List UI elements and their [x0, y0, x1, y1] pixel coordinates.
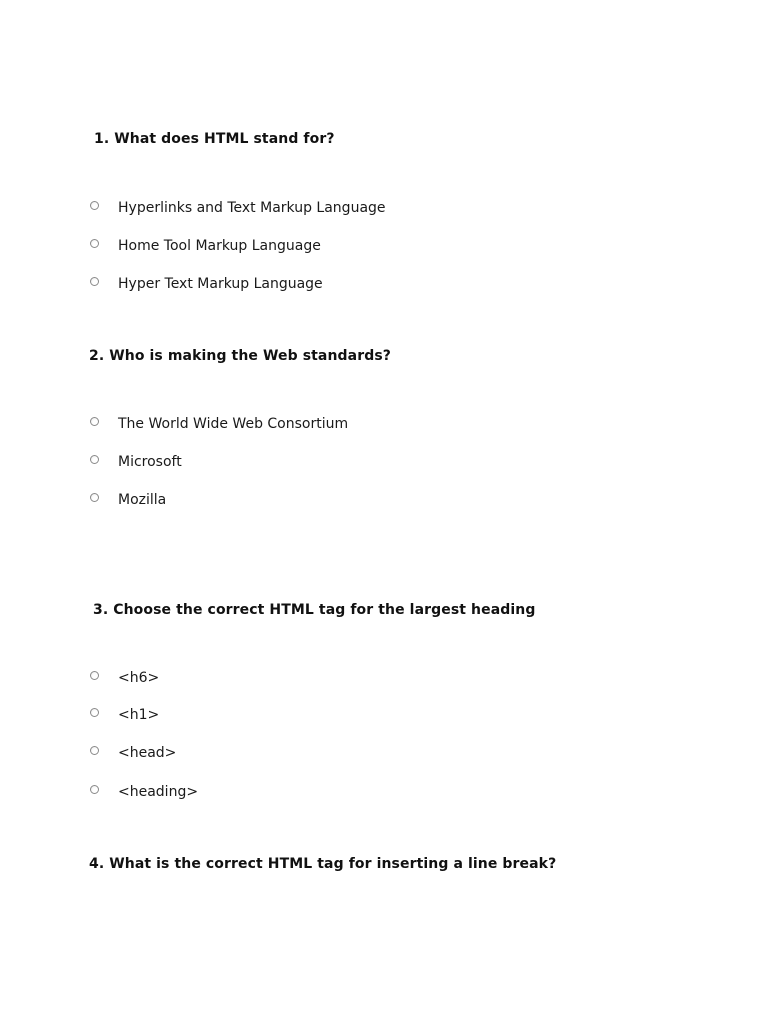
question-1-option-1[interactable] — [90, 200, 386, 216]
radio-button-icon[interactable] — [90, 671, 99, 680]
radio-button-icon[interactable] — [90, 277, 99, 286]
question-1-option-2[interactable] — [90, 238, 321, 254]
option-label: <heading> — [118, 784, 199, 800]
question-1-text: 1. What does HTML stand for? — [94, 131, 335, 147]
radio-button-icon[interactable] — [90, 455, 99, 464]
option-label: <h1> — [118, 707, 160, 723]
option-label: Home Tool Markup Language — [118, 238, 321, 254]
question-3-text: 3. Choose the correct HTML tag for the largest heading — [93, 602, 536, 618]
question-3-option-1[interactable] — [90, 670, 160, 686]
radio-button-icon[interactable] — [90, 417, 99, 426]
radio-button-icon[interactable] — [90, 201, 99, 210]
question-2-option-3[interactable] — [90, 492, 167, 508]
question-3-option-2[interactable] — [90, 707, 160, 723]
question-2-text: 2. Who is making the Web standards? — [89, 348, 391, 364]
option-label: Hyper Text Markup Language — [118, 276, 323, 292]
radio-button-icon[interactable] — [90, 746, 99, 755]
question-2-option-2[interactable] — [90, 454, 182, 470]
radio-button-icon[interactable] — [90, 708, 99, 717]
question-4-text: 4. What is the correct HTML tag for inserting a line break? — [89, 856, 557, 872]
option-label: <head> — [118, 745, 177, 761]
radio-button-icon[interactable] — [90, 493, 99, 502]
option-label: Microsoft — [118, 454, 182, 470]
option-label: The World Wide Web Consortium — [118, 416, 349, 432]
option-label: Mozilla — [118, 492, 167, 508]
question-3-option-4[interactable] — [90, 784, 199, 800]
option-label: <h6> — [118, 670, 160, 686]
question-1-option-3[interactable] — [90, 276, 323, 292]
question-2-option-1[interactable] — [90, 416, 349, 432]
radio-button-icon[interactable] — [90, 239, 99, 248]
question-3-option-3[interactable] — [90, 745, 177, 761]
radio-button-icon[interactable] — [90, 785, 99, 794]
option-label: Hyperlinks and Text Markup Language — [118, 200, 386, 216]
